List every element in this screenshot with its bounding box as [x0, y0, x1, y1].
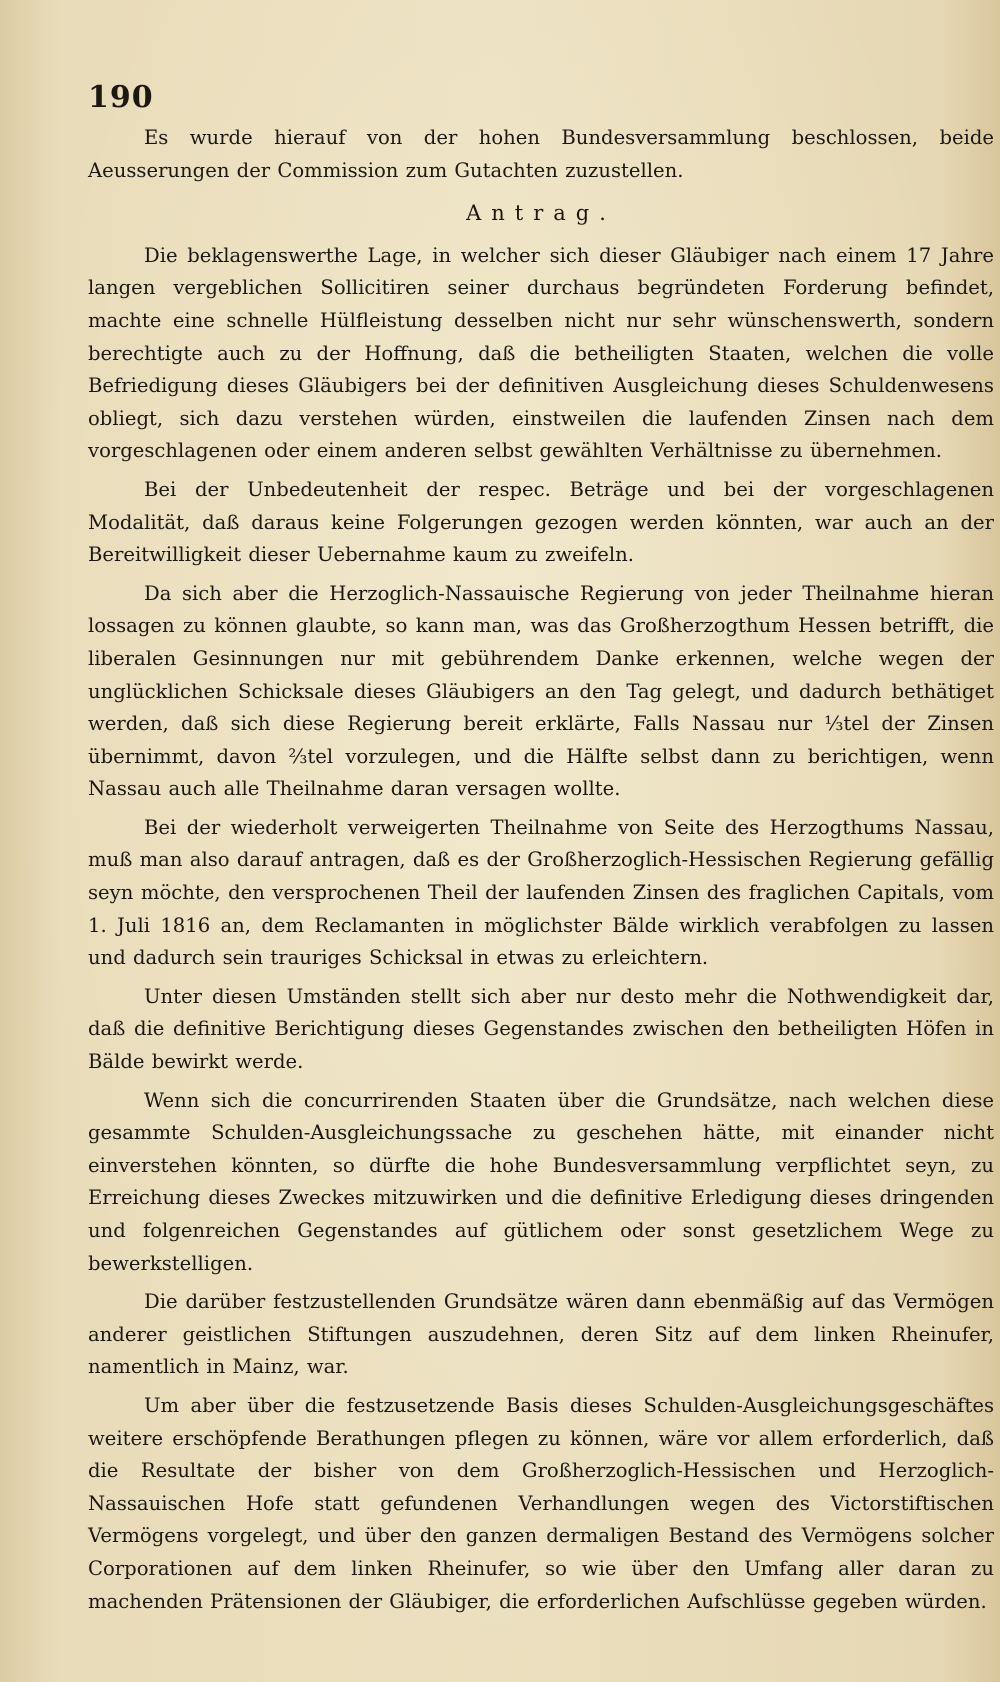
paragraph: Da sich aber die Herzoglich-Nassauische Regierung von jeder Theilnahme hieran lossagen zu können glaubte, so kann man, was das Großherzogthum Hessen betrifft, die liberalen Gesinnungen nur mit gebührendem Danke erkennen, welche wegen der unglücklichen Schicksale dieses Gläubigers an den Tag gelegt, und dadurch bethätiget werden, daß sich diese Regierung bereit erklärte, Falls Nassau nur ⅓tel der Zinsen übernimmt, davon ⅔tel vorzulegen, und die Hälfte selbst dann zu berichtigen, wenn Nassau auch alle Theilnahme daran versagen wollte. [88, 581, 994, 801]
paragraph: Unter diesen Umständen stellt sich aber nur desto mehr die Nothwendigkeit dar, daß die definitive Berichtigung dieses Gegenstandes zwischen den betheiligten Höfen in Bälde bewirkt werde. [88, 984, 994, 1074]
page-number: 190 [88, 80, 154, 115]
paragraph: Wenn sich die concurrirenden Staaten über die Grundsätze, nach welchen diese gesammte Schulden-Ausgleichungssache zu geschehen hätte, mit einander nicht einverstehen könnten, so dürfte die hohe Bundesversammlung verpflichtet seyn, zu Erreichung dieses Zweckes mitzuwirken und die definitive Erledigung dieses dringenden und folgenreichen Gegenstandes auf gütlichem oder sonst gesetzlichem Wege zu bewerkstelligen. [88, 1088, 994, 1275]
paragraph: Die beklagenswerthe Lage, in welcher sich dieser Gläubiger nach einem 17 Jahre langen vergeblichen Sollicitiren seiner durchaus begründeten Forderung befindet, machte eine schnelle Hülfleistung desselben nicht nur sehr wünschenswerth, sondern berechtigte auch zu der Hoffnung, daß die betheiligten Staaten, welchen die volle Befriedigung dieses Gläubigers bei der definitiven Ausgleichung dieses Schuldenwesens obliegt, sich dazu verstehen würden, einstweilen die laufenden Zinsen nach dem vorgeschlagenen oder einem anderen selbst gewählten Verhältnisse zu übernehmen. [88, 243, 994, 463]
paragraph: Es wurde hierauf von der hohen Bundesversammlung beschlossen, beide Aeusserungen der Commission zum Gutachten zuzustellen. [88, 126, 994, 182]
paragraph: Die darüber festzustellenden Grundsätze wären dann ebenmäßig auf das Vermögen anderer geistlichen Stiftungen auszudehnen, deren Sitz auf dem linken Rheinufer, namentlich in Mainz, war. [88, 1290, 994, 1379]
paragraph: Bei der Unbedeutenheit der respec. Beträge und bei der vorgeschlagenen Modalität, daß daraus keine Folgerungen gezogen werden könnten, war auch an der Bereitwilligkeit dieser Uebernahme kaum zu zweifeln. [88, 477, 994, 567]
paragraph: Bei der wiederholt verweigerten Theilnahme von Seite des Herzogthums Nassau, muß man also darauf antragen, daß es der Großherzoglich-Hessischen Regierung gefällig seyn möchte, den versprochenen Theil der laufenden Zinsen des fraglichen Capitals, vom 1. Juli 1816 an, dem Reclamanten in möglichster Bälde wirklich verabfolgen zu lassen und dadurch sein trauriges Schicksal in etwas zu erleichtern. [88, 815, 994, 970]
section-heading: Antrag. [466, 201, 616, 226]
paragraph: Um aber über die festzusetzende Basis dieses Schulden-Ausgleichungsgeschäftes weitere erschöpfende Berathungen pflegen zu können, wäre vor allem erforderlich, daß die Resultate der bisher von dem Großherzoglich-Hessischen und Herzoglich-Nassauischen Hofe statt gefundenen Verhandlungen wegen des Victorstiftischen Vermögens vorgelegt, und über den ganzen dermaligen Bestand des Vermögens solcher Corporationen auf dem linken Rheinufer, so wie über den Umfang aller daran zu machenden Prätensionen der Gläubiger, die erforderlichen Aufschlüsse gegeben würden. [88, 1393, 994, 1613]
body-text [88, 122, 994, 1618]
